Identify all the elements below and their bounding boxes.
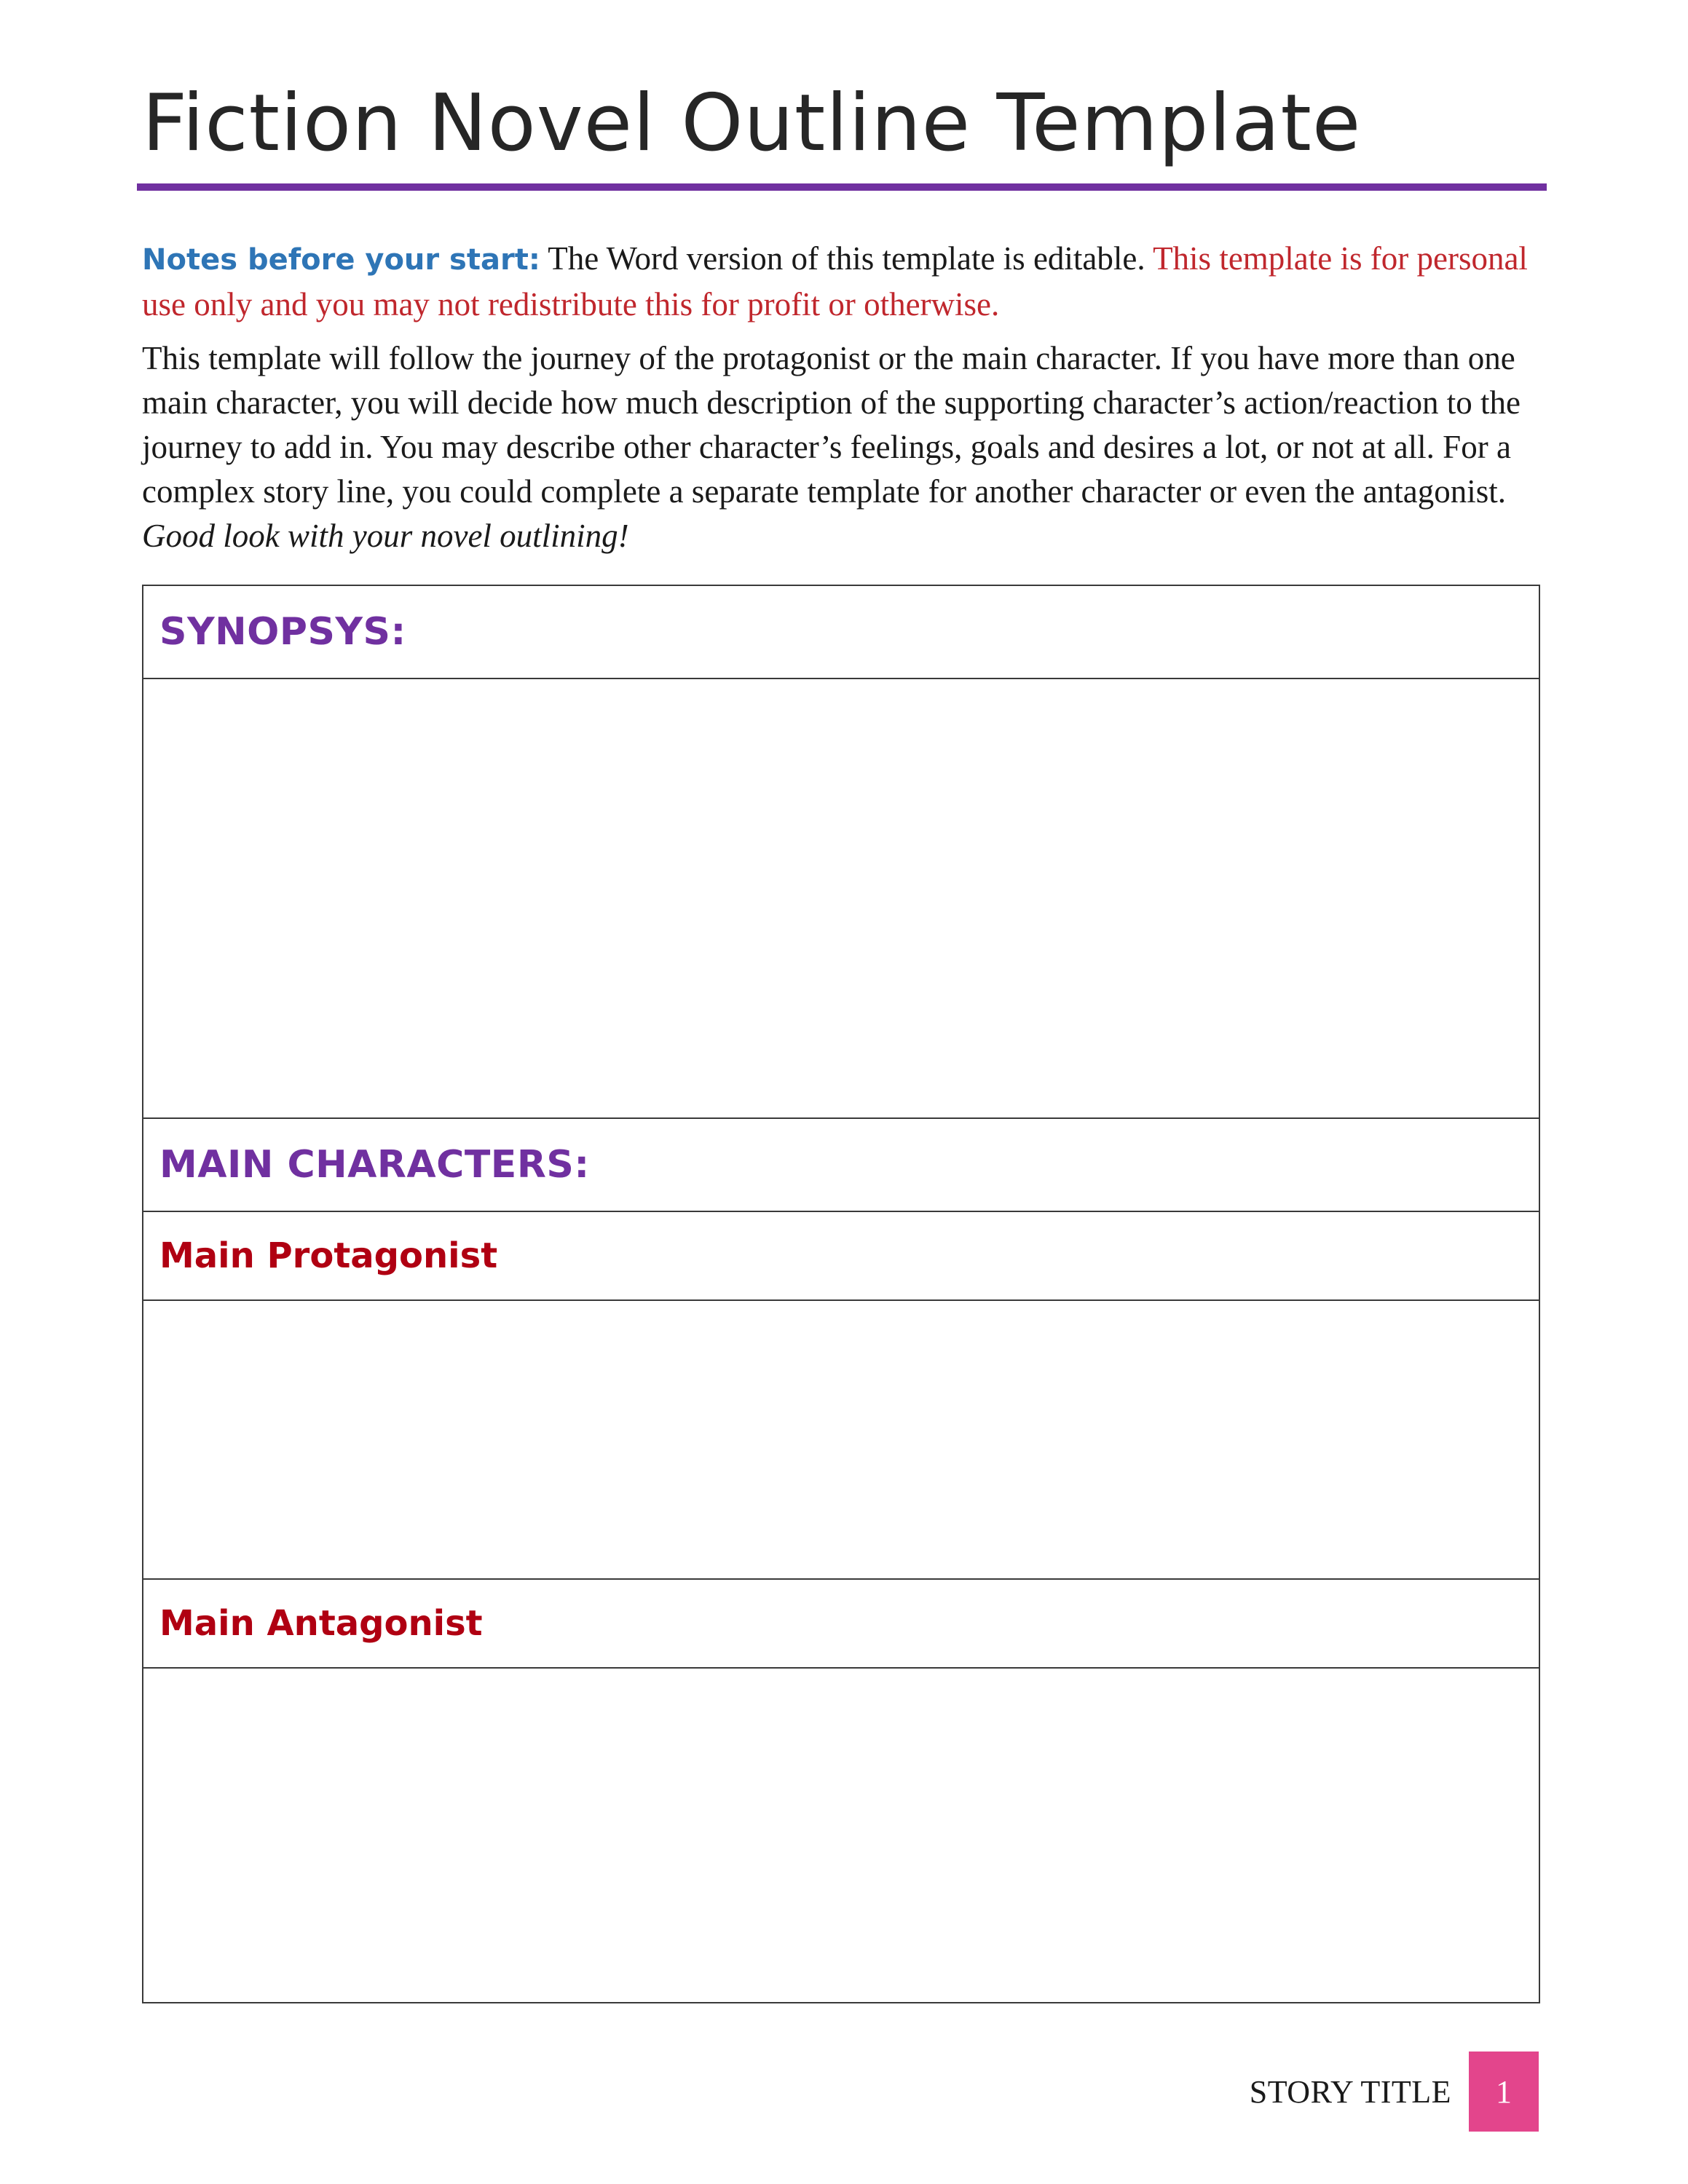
- synopsis-heading: SYNOPSYS:: [159, 610, 406, 654]
- main-characters-header-cell: [143, 1118, 1539, 1211]
- page-number-badge: 1: [1469, 2052, 1539, 2132]
- antagonist-heading: Main Antagonist: [159, 1603, 483, 1644]
- intro-paragraph: [142, 336, 1540, 558]
- antagonist-field[interactable]: [143, 1668, 1539, 2003]
- document-title: Fiction Novel Outline Template: [142, 78, 1362, 169]
- intro-text: This template will follow the journey of the protagonist or the main character. If you have more than one main character, you will decide how much description of the supporting character’s action/reaction to the journey to add in. You may describe other character’s feelings, goals and desires a lot, or not at all. For a complex story line, you could complete a separate template for another character or even the antagonist.: [142, 340, 1521, 510]
- synopsis-body-row: [143, 678, 1539, 1118]
- notes-label: Notes before your start:: [142, 243, 540, 277]
- notes-warning: This template is for personal use only and you may not redistribute this for profit or otherwise.: [142, 240, 1528, 323]
- title-underline: [137, 183, 1547, 191]
- protagonist-header-row: [143, 1211, 1539, 1300]
- synopsis-header-row: [143, 585, 1539, 678]
- protagonist-header-cell: [143, 1211, 1539, 1300]
- main-characters-header-row: [143, 1118, 1539, 1211]
- main-characters-heading: MAIN CHARACTERS:: [159, 1143, 590, 1187]
- synopsis-field[interactable]: [143, 678, 1539, 1118]
- notes-text: The Word version of this template is editable.: [540, 240, 1153, 277]
- synopsis-header-cell: [143, 585, 1539, 678]
- page-footer: [1250, 2052, 1539, 2132]
- intro-closing: Good look with your novel outlining!: [142, 518, 629, 554]
- antagonist-header-row: [143, 1579, 1539, 1668]
- notes-paragraph: [142, 237, 1540, 327]
- protagonist-field[interactable]: [143, 1300, 1539, 1579]
- outline-table: [142, 585, 1540, 2003]
- protagonist-heading: Main Protagonist: [159, 1235, 498, 1276]
- antagonist-body-row: [143, 1668, 1539, 2003]
- antagonist-header-cell: [143, 1579, 1539, 1668]
- protagonist-body-row: [143, 1300, 1539, 1579]
- footer-story-title: STORY TITLE: [1249, 2073, 1451, 2110]
